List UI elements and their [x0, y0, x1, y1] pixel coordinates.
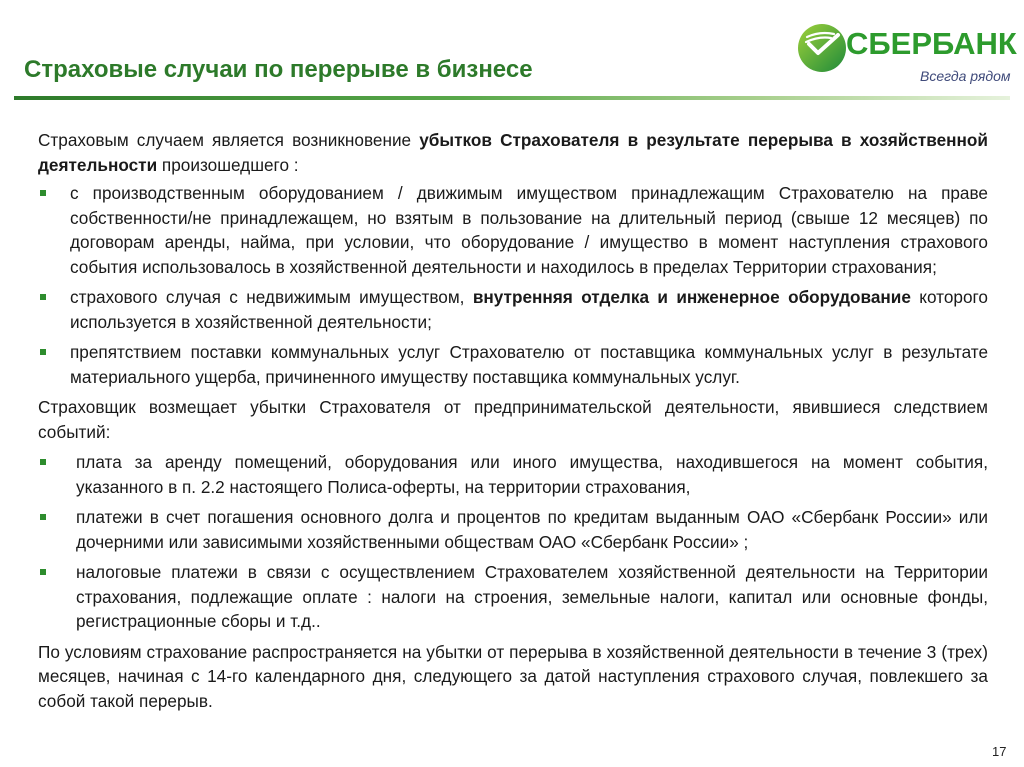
- page-title: Страховые случаи по перерыве в бизнесе: [24, 56, 533, 83]
- list-item: [38, 560, 988, 634]
- bullet-icon: [40, 569, 46, 575]
- title-underline: [14, 96, 1010, 100]
- intro-bold-text: убытков Страхователя в результате перерыва в хозяйственной деятельности: [38, 130, 988, 175]
- list-item: [38, 285, 988, 334]
- list-item-text: страхового случая с недвижимым имуществом,: [70, 287, 473, 307]
- bullet-icon: [40, 514, 46, 520]
- list-item: [38, 181, 988, 279]
- list-item-text: с производственным оборудованием / движимым имуществом принадлежащим Страхователю на праве собственности/не принадлежащем, но взятым в пользование на длительный период (свыше 12 месяцев) по договорам аренды, найма, при условии, что оборудование / имущество в момент наступления страхового события использовалось в хозяйственной деятельности и находилось в пределах Территории страхования;: [70, 183, 988, 277]
- bullet-list-events: [38, 181, 988, 389]
- bullet-icon: [40, 349, 46, 355]
- sberbank-logo-icon: [796, 22, 848, 74]
- list-item-text: платежи в счет погашения основного долга и процентов по кредитам выданным ОАО «Сбербанк России» или дочерними или зависимыми хозяйственными обществам ОАО «Сбербанк России» ;: [76, 507, 988, 552]
- compensation-paragraph: Страховщик возмещает убытки Страхователя от предпринимательской деятельности, явившиеся следствием событий:: [38, 397, 988, 442]
- bullet-icon: [40, 294, 46, 300]
- intro-tail-text: произошедшего :: [157, 154, 299, 175]
- logo-text: СБЕРБАНК: [846, 26, 1017, 61]
- list-item: [38, 505, 988, 554]
- bullet-icon: [40, 190, 46, 196]
- logo-tagline: Всегда рядом: [920, 68, 1011, 84]
- list-item-text: налоговые платежи в связи с осуществлением Страхователем хозяйственной деятельности на Территории страхования, подлежащие оплате : налоги на строения, земельные налоги, капитал или основные фонды, регистрационные сборы и т.д..: [76, 562, 988, 631]
- list-item: [38, 340, 988, 389]
- intro-text: Страховым случаем является возникновение: [38, 130, 420, 150]
- list-item-text: плата за аренду помещений, оборудования или иного имущества, находившегося на момент события, указанного в п. 2.2 настоящего Полиса-оферты, на территории страхования,: [76, 452, 988, 497]
- bullet-icon: [40, 459, 46, 465]
- list-item-text: препятствием поставки коммунальных услуг Страхователю от поставщика коммунальных услуг в результате материального ущерба, причиненного имуществу поставщика коммунальных услуг.: [70, 342, 988, 387]
- list-item-bold-text: внутренняя отделка и инженерное оборудование: [472, 287, 911, 307]
- bullet-list-compensation: [38, 450, 988, 634]
- list-item-tail-text: которого используется в хозяйственной деятельности;: [70, 287, 988, 332]
- list-item: [38, 450, 988, 499]
- page-number: 17: [992, 744, 1007, 759]
- slide-body: [38, 128, 988, 713]
- intro-paragraph: [38, 128, 988, 177]
- coverage-paragraph: По условиям страхование распространяется на убытки от перерыва в хозяйственной деятельности в течение 3 (трех) месяцев, начиная с 14-го календарного дня, следующего за датой наступления страхового случая, повлекшего за собой такой перерыв.: [38, 641, 988, 711]
